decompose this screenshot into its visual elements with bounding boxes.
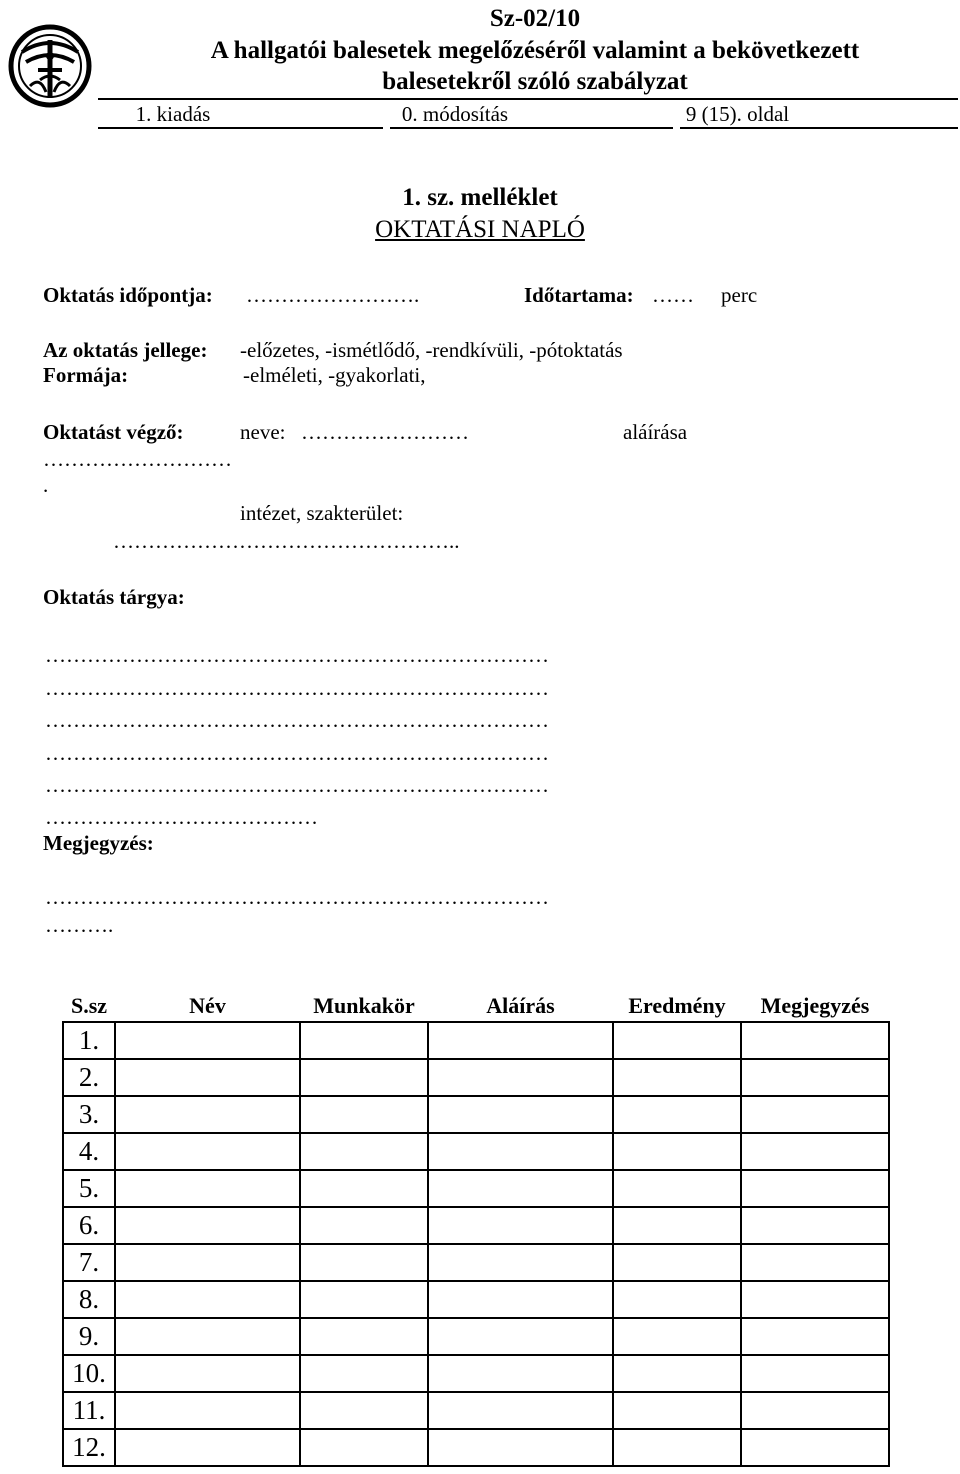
signature-cell[interactable]: [428, 1318, 613, 1355]
table-row: [63, 1318, 889, 1355]
remarks-line[interactable]: ……….: [45, 913, 114, 937]
row-number: 11.: [63, 1392, 115, 1429]
signature-cell[interactable]: [428, 1392, 613, 1429]
remarks-cell[interactable]: [741, 1096, 889, 1133]
row-number: 7.: [63, 1244, 115, 1281]
column-header-remarks: Megjegyzés: [741, 990, 889, 1022]
table-row: [63, 1096, 889, 1133]
job-cell[interactable]: [300, 1429, 428, 1466]
table-row: [63, 1133, 889, 1170]
name-cell[interactable]: [115, 1318, 300, 1355]
remarks-cell[interactable]: [741, 1281, 889, 1318]
remarks-cell[interactable]: [741, 1429, 889, 1466]
table-row: [63, 1170, 889, 1207]
nature-options: -előzetes, -ismétlődő, -rendkívüli, -pótoktatás: [240, 338, 623, 362]
result-cell[interactable]: [613, 1355, 741, 1392]
instructor-name-label: neve:: [240, 420, 286, 444]
signature-cell[interactable]: [428, 1207, 613, 1244]
result-cell[interactable]: [613, 1059, 741, 1096]
result-cell[interactable]: [613, 1392, 741, 1429]
result-cell[interactable]: [613, 1318, 741, 1355]
signature-cell[interactable]: [428, 1429, 613, 1466]
log-title: OKTATÁSI NAPLÓ: [375, 216, 585, 243]
institute-field[interactable]: …………………………………………..: [113, 529, 460, 553]
university-logo: [8, 22, 92, 110]
column-header-name: Név: [115, 990, 300, 1022]
subject-line[interactable]: ………………………………………………………………: [45, 676, 549, 700]
remarks-cell[interactable]: [741, 1355, 889, 1392]
duration-label: Időtartama:: [524, 283, 634, 307]
remarks-line[interactable]: ………………………………………………………………: [45, 885, 549, 909]
name-cell[interactable]: [115, 1022, 300, 1059]
signature-cell[interactable]: [428, 1355, 613, 1392]
row-number: 5.: [63, 1170, 115, 1207]
signature-cell[interactable]: [428, 1096, 613, 1133]
duration-field[interactable]: ……: [652, 283, 694, 307]
table-header-row: [63, 990, 889, 1022]
row-number: 10.: [63, 1355, 115, 1392]
column-header-signature: Aláírás: [428, 990, 613, 1022]
document-title-line-1: A hallgatói balesetek megelőzéséről valamint a bekövetkezett: [210, 37, 860, 64]
name-cell[interactable]: [115, 1355, 300, 1392]
column-header-serial: S.sz: [63, 990, 115, 1022]
date-label: Oktatás időpontja:: [43, 283, 213, 307]
subject-line[interactable]: ………………………………………………………………: [45, 643, 549, 667]
name-cell[interactable]: [115, 1096, 300, 1133]
subject-label: Oktatás tárgya:: [43, 585, 185, 609]
remarks-cell[interactable]: [741, 1170, 889, 1207]
remarks-cell[interactable]: [741, 1133, 889, 1170]
signature-field[interactable]: ………………………: [43, 447, 232, 471]
name-cell[interactable]: [115, 1133, 300, 1170]
header-page: 9 (15). oldal: [685, 102, 790, 126]
remarks-cell[interactable]: [741, 1392, 889, 1429]
date-field[interactable]: …………………….: [246, 283, 420, 307]
job-cell[interactable]: [300, 1355, 428, 1392]
result-cell[interactable]: [613, 1170, 741, 1207]
job-cell[interactable]: [300, 1022, 428, 1059]
form-type-label: Formája:: [43, 363, 129, 387]
result-cell[interactable]: [613, 1244, 741, 1281]
result-cell[interactable]: [613, 1207, 741, 1244]
signature-cell[interactable]: [428, 1059, 613, 1096]
remarks-cell[interactable]: [741, 1022, 889, 1059]
signature-label: aláírása: [623, 420, 688, 444]
name-cell[interactable]: [115, 1281, 300, 1318]
name-cell[interactable]: [115, 1392, 300, 1429]
row-number: 4.: [63, 1133, 115, 1170]
job-cell[interactable]: [300, 1244, 428, 1281]
row-number: 2.: [63, 1059, 115, 1096]
job-cell[interactable]: [300, 1133, 428, 1170]
remarks-label: Megjegyzés:: [43, 831, 154, 855]
table-row: [63, 1022, 889, 1059]
remarks-cell[interactable]: [741, 1207, 889, 1244]
name-cell[interactable]: [115, 1059, 300, 1096]
result-cell[interactable]: [613, 1022, 741, 1059]
name-cell[interactable]: [115, 1207, 300, 1244]
remarks-cell[interactable]: [741, 1059, 889, 1096]
job-cell[interactable]: [300, 1059, 428, 1096]
signature-cell[interactable]: [428, 1281, 613, 1318]
row-number: 3.: [63, 1096, 115, 1133]
signature-cell[interactable]: [428, 1022, 613, 1059]
job-cell[interactable]: [300, 1318, 428, 1355]
header-edition: 1. kiadás: [135, 102, 211, 126]
signature-cell[interactable]: [428, 1133, 613, 1170]
result-cell[interactable]: [613, 1133, 741, 1170]
row-number: 8.: [63, 1281, 115, 1318]
row-number: 6.: [63, 1207, 115, 1244]
row-number: 1.: [63, 1022, 115, 1059]
header-rule-bottom-1: [98, 127, 383, 129]
row-number: 12.: [63, 1429, 115, 1466]
instructor-name-field[interactable]: ……………………: [301, 420, 469, 444]
table-row: [63, 1059, 889, 1096]
name-cell[interactable]: [115, 1244, 300, 1281]
header-revision: 0. módosítás: [401, 102, 509, 126]
table-row: [63, 1355, 889, 1392]
form-type-options: -elméleti, -gyakorlati,: [243, 363, 426, 387]
annex-label: 1. sz. melléklet: [402, 184, 558, 211]
job-cell[interactable]: [300, 1281, 428, 1318]
signature-cell[interactable]: [428, 1170, 613, 1207]
signature-field-tail: .: [43, 473, 49, 497]
name-cell[interactable]: [115, 1170, 300, 1207]
header-rule-bottom-3: [680, 127, 958, 129]
subject-line[interactable]: ………………………………………………………………: [45, 741, 549, 765]
row-number: 9.: [63, 1318, 115, 1355]
subject-line[interactable]: ………………………………………………………………: [45, 773, 549, 797]
signature-cell[interactable]: [428, 1244, 613, 1281]
result-cell[interactable]: [613, 1429, 741, 1466]
table-row: [63, 1244, 889, 1281]
header-rule-bottom-2: [390, 127, 673, 129]
job-cell[interactable]: [300, 1096, 428, 1133]
column-header-job: Munkakör: [300, 990, 428, 1022]
job-cell[interactable]: [300, 1207, 428, 1244]
table-row: [63, 1207, 889, 1244]
document-code: Sz-02/10: [489, 5, 581, 32]
subject-line[interactable]: …………………………………: [45, 805, 318, 829]
header-rule-top: [98, 98, 958, 100]
duration-unit: perc: [721, 283, 758, 307]
table-row: [63, 1392, 889, 1429]
instructor-label: Oktatást végző:: [43, 420, 184, 444]
nature-label: Az oktatás jellege:: [43, 338, 208, 362]
remarks-cell[interactable]: [741, 1318, 889, 1355]
job-cell[interactable]: [300, 1170, 428, 1207]
institute-label: intézet, szakterület:: [240, 501, 404, 525]
result-cell[interactable]: [613, 1281, 741, 1318]
name-cell[interactable]: [115, 1429, 300, 1466]
participants-table: [62, 990, 890, 1467]
table-row: [63, 1281, 889, 1318]
document-title-line-2: balesetekről szóló szabályzat: [382, 68, 688, 95]
result-cell[interactable]: [613, 1096, 741, 1133]
table-row: [63, 1429, 889, 1466]
job-cell[interactable]: [300, 1392, 428, 1429]
subject-line[interactable]: ………………………………………………………………: [45, 708, 549, 732]
remarks-cell[interactable]: [741, 1244, 889, 1281]
column-header-result: Eredmény: [613, 990, 741, 1022]
